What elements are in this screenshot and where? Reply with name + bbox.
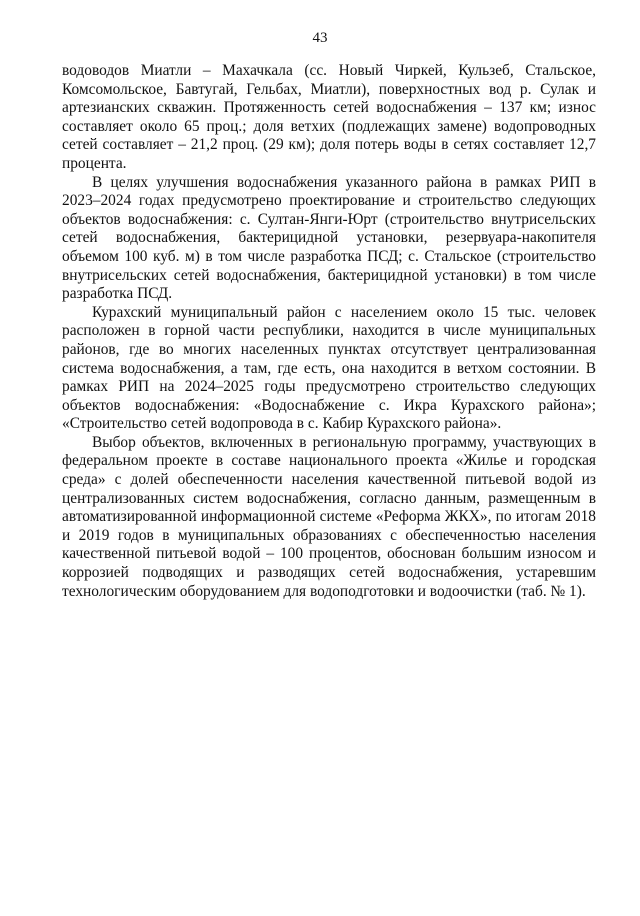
- paragraph-kurakh-district: Курахский муниципальный район с населением около 15 тыс. человек расположен в горной части республики, находится в числе муниципальных районов, где во многих населенных пунктах отсутствует централизованная система водоснабжения, а там, где есть, она находится в ветхом состоянии. В рамках РИП на 2024–2025 годы предусмотрено строительство следующих объектов водоснабжения: «Водоснабжение с. Икра Курахского района»; «Строительство сетей водопровода в с. Кабир Курахского района».: [62, 303, 596, 433]
- page-number: 43: [312, 30, 328, 46]
- paragraph-sultan-yangi-yurt: В целях улучшения водоснабжения указанного района в рамках РИП в 2023–2024 годах предусмотрено проектирование и строительство следующих объектов водоснабжения: с. Султан-Янги-Юрт (строительство внутрисельских сетей водоснабжения, бактерицидной установки, резервуара-накопителя объемом 100 куб. м) в том числе разработка ПСД; с. Стальское (строительство внутрисельских сетей водоснабжения, бактерицидной установки) в том числе разработка ПСД.: [62, 173, 596, 303]
- document-body: [62, 62, 596, 601]
- paragraph-object-selection: Выбор объектов, включенных в региональную программу, участвующих в федеральном проекте в составе национального проекта «Жилье и городская среда» с долей обеспеченности населения качественной питьевой водой из централизованных систем водоснабжения, согласно данным, размещенным в автоматизированной информационной системе «Реформа ЖКХ», по итогам 2018 и 2019 годов в муниципальных образованиях с обеспеченностью населения качественной питьевой водой – 100 процентов, обоснован большим износом и коррозией подводящих и разводящих сетей водоснабжения, устаревшим технологическим оборудованием для водоподготовки и водоочистки (таб. № 1).: [62, 433, 596, 600]
- paragraph-continuation: водоводов Миатли – Махачкала (сс. Новый Чиркей, Кульзеб, Стальское, Комсомольское, Бавтугай, Гельбах, Миатли), поверхностных вод р. Сулак и артезианских скважин. Протяженность сетей водоснабжения – 137 км; износ составляет около 65 проц.; доля ветхих (подлежащих замене) водопроводных сетей составляет – 21,2 проц. (29 км); доля потерь воды в сетях составляет 12,7 процента.: [62, 62, 596, 172]
